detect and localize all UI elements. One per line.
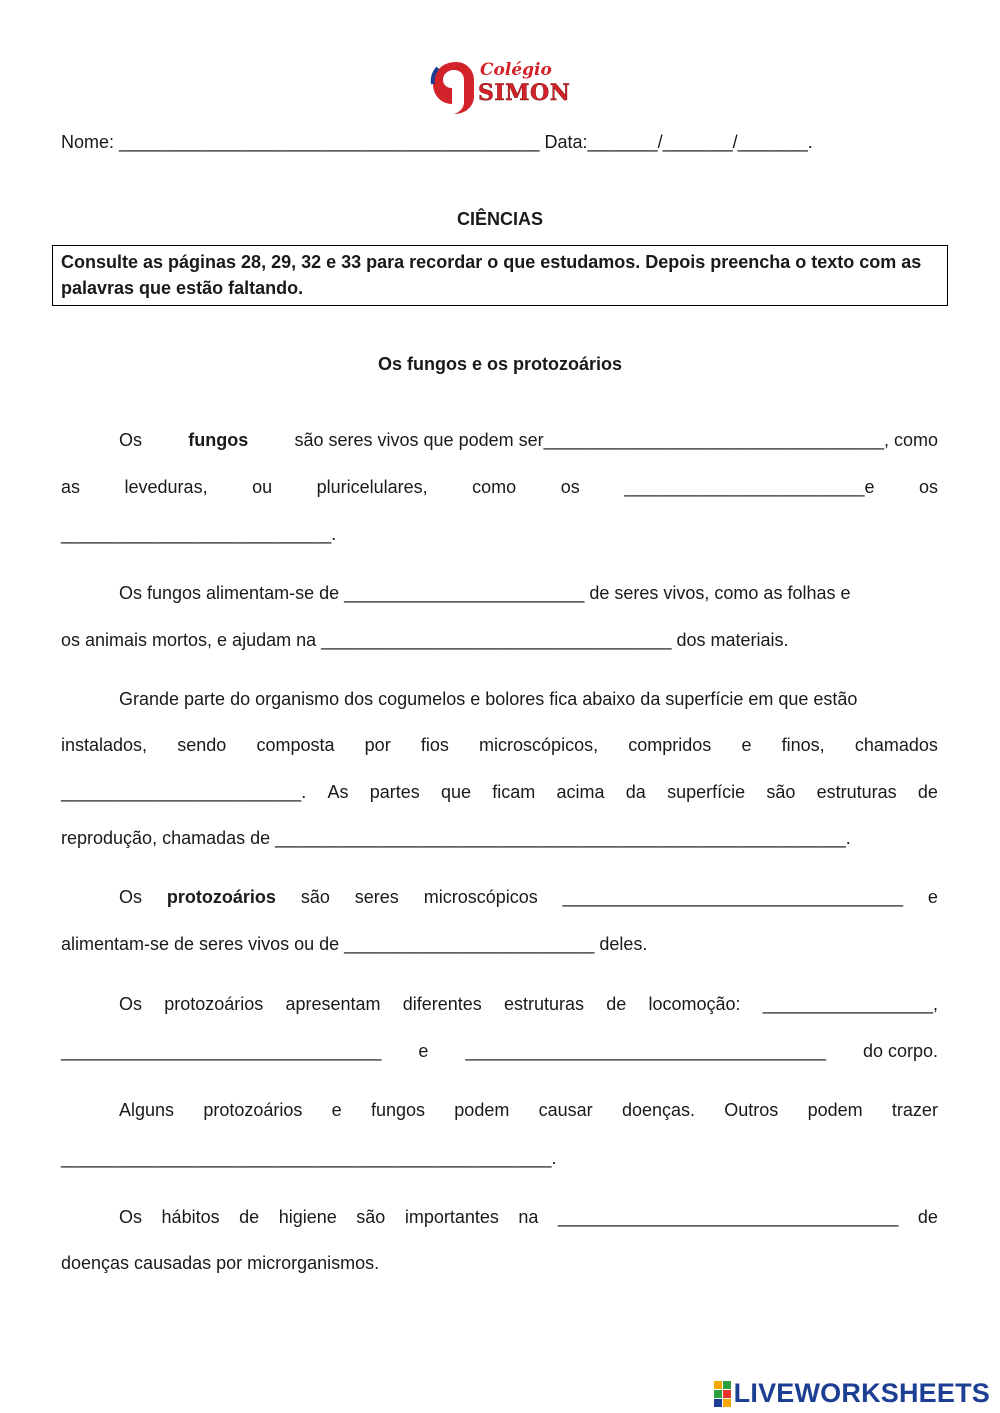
word: na	[518, 1207, 539, 1227]
word: e	[927, 887, 938, 907]
word: da	[625, 782, 646, 802]
fill-blank[interactable]: ___________________________.	[61, 524, 337, 544]
fill-blank[interactable]: __________________________________	[562, 887, 904, 907]
word: protozoários	[203, 1100, 303, 1120]
word: podem	[807, 1100, 863, 1120]
fill-blank[interactable]: ________________________.	[61, 782, 307, 802]
p7-line-2: doenças causadas por microrganismos.	[61, 1253, 380, 1273]
name-date-line[interactable]: Nome: __________________________________________ Data:_______/_______/_______.	[61, 132, 813, 152]
p4-line-1	[61, 887, 938, 908]
word: ou	[252, 477, 273, 497]
word: finos,	[781, 735, 825, 755]
word: Os	[119, 887, 143, 907]
word: As	[327, 782, 349, 802]
word: por	[364, 735, 391, 755]
p3-line-1: Grande parte do organismo dos cogumelos e bolores fica abaixo da superfície em que estão	[119, 689, 858, 709]
bold-term-protozoarios: protozoários	[166, 887, 276, 907]
word: instalados,	[61, 735, 148, 755]
fill-blank-text[interactable]: são seres vivos que podem ser__________________________________, como	[294, 430, 938, 450]
liveworksheets-footer	[714, 1378, 990, 1409]
word: higiene	[278, 1207, 337, 1227]
word: são	[356, 1207, 386, 1227]
word: compridos	[628, 735, 712, 755]
fill-blank[interactable]: ____________________________________	[465, 1041, 826, 1061]
bold-term-fungos: fungos	[188, 430, 249, 450]
p3-line-2	[61, 735, 938, 756]
word: os	[918, 477, 938, 497]
word: como	[472, 477, 517, 497]
word: microscópicos	[423, 887, 538, 907]
word: apresentam	[285, 994, 381, 1014]
word: e	[741, 735, 752, 755]
word: Outros	[724, 1100, 779, 1120]
page-title: CIÊNCIAS	[456, 209, 543, 229]
word: pluricelulares,	[316, 477, 428, 497]
fill-blank[interactable]: __________________________________	[557, 1207, 899, 1227]
word: e	[331, 1100, 342, 1120]
word: do corpo.	[862, 1041, 938, 1061]
fill-blank[interactable]: _________________,	[762, 994, 938, 1014]
word: causar	[538, 1100, 593, 1120]
word: protozoários	[164, 994, 264, 1014]
word: hábitos	[161, 1207, 220, 1227]
word: Os	[119, 1207, 143, 1227]
word: locomoção:	[648, 994, 741, 1014]
p3-line-4[interactable]: reprodução, chamadas de _________________________________________________________.	[61, 828, 851, 848]
word: as	[61, 477, 81, 497]
word: são	[766, 782, 796, 802]
word: superfície	[667, 782, 746, 802]
fill-blank[interactable]: _________________________________________________.	[61, 1148, 557, 1168]
word: partes	[369, 782, 420, 802]
logo-text-colegio: Colégio	[480, 60, 552, 80]
word: os	[560, 477, 580, 497]
p4-line-2[interactable]: alimentam-se de seres vivos ou de _________________________ deles.	[61, 934, 648, 954]
p1-line-2	[61, 477, 938, 498]
instructions-box: Consulte as páginas 28, 29, 32 e 33 para recordar o que estudamos. Depois preencha o texto com as palavras que estão faltando.	[52, 245, 948, 306]
word: diferentes	[402, 994, 482, 1014]
footer-brand: LIVEWORKSHEETS	[733, 1378, 990, 1408]
p6-line-1	[61, 1100, 938, 1121]
word: microscópicos,	[479, 735, 599, 755]
word: são	[300, 887, 330, 907]
word: chamados	[854, 735, 938, 755]
word: trazer	[891, 1100, 938, 1120]
section-title: Os fungos e os protozoários	[377, 354, 623, 374]
word: composta	[256, 735, 335, 755]
word: estruturas	[816, 782, 897, 802]
word: sendo	[177, 735, 227, 755]
p5-line-2	[61, 1041, 938, 1062]
word: Os	[119, 994, 143, 1014]
fill-blank[interactable]: ________________________e	[624, 477, 875, 497]
logo-text-simon: SIMON	[478, 80, 571, 106]
school-logo	[430, 58, 570, 116]
word: de	[239, 1207, 260, 1227]
word: de	[606, 994, 627, 1014]
word: acima	[556, 782, 605, 802]
word: leveduras,	[124, 477, 208, 497]
p2-line-1[interactable]: Os fungos alimentam-se de ________________________ de seres vivos, como as folhas e	[119, 583, 851, 603]
p7-line-1	[61, 1207, 938, 1228]
word: fios	[420, 735, 449, 755]
fill-blank[interactable]: ________________________________	[61, 1041, 382, 1061]
word: de	[917, 782, 938, 802]
word: Alguns	[119, 1100, 175, 1120]
word: Os	[119, 430, 143, 450]
word: estruturas	[504, 994, 585, 1014]
word: e	[418, 1041, 429, 1061]
word: que	[441, 782, 472, 802]
word: seres	[354, 887, 399, 907]
p1-line-1	[61, 430, 938, 451]
word: importantes	[404, 1207, 499, 1227]
liveworksheets-logo-icon	[714, 1381, 731, 1407]
word: ficam	[492, 782, 536, 802]
word: de	[917, 1207, 938, 1227]
word: doenças.	[621, 1100, 695, 1120]
word: podem	[454, 1100, 510, 1120]
word: fungos	[370, 1100, 426, 1120]
logo-emblem-icon	[430, 58, 478, 116]
p2-line-2[interactable]: os animais mortos, e ajudam na ___________________________________ dos materiais.	[61, 630, 789, 650]
p3-line-3	[61, 782, 938, 803]
p5-line-1	[61, 994, 938, 1015]
